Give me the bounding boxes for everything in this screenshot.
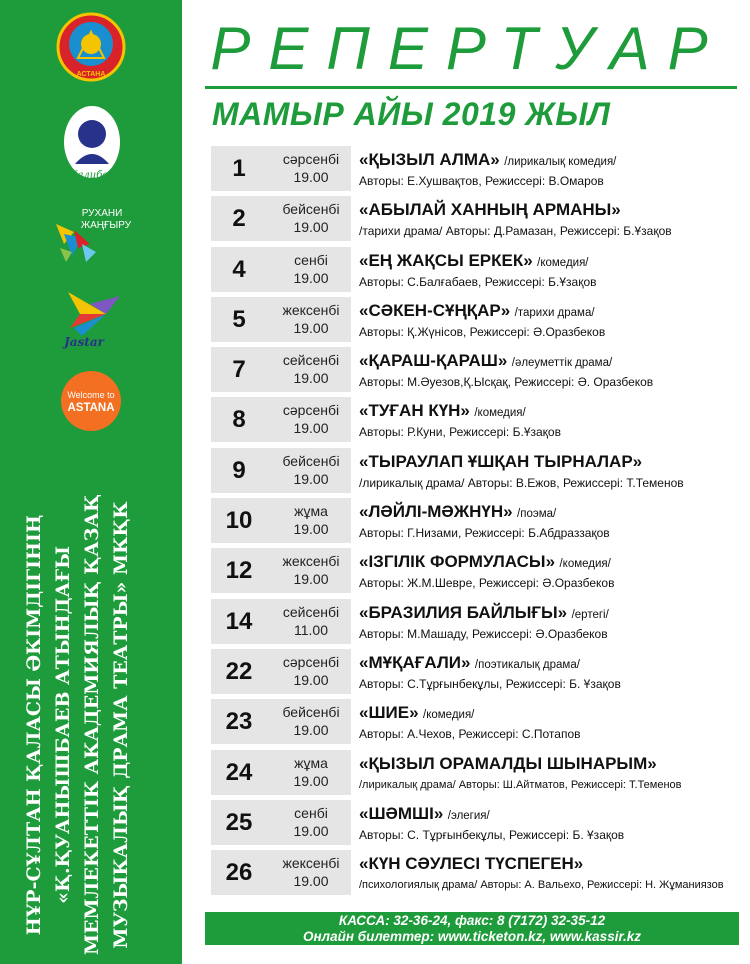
show-genre: /элегия/ bbox=[447, 809, 490, 822]
show-info bbox=[359, 400, 750, 440]
show-date-number: 23 bbox=[225, 708, 253, 736]
svg-text:Jastar: Jastar bbox=[64, 335, 104, 349]
show-row bbox=[211, 649, 741, 699]
show-time: 19.00 bbox=[293, 319, 329, 336]
show-genre: /поэтикалық драма/ bbox=[474, 658, 580, 671]
show-date-number: 9 bbox=[232, 456, 246, 484]
show-title-line bbox=[359, 753, 750, 777]
show-info bbox=[359, 300, 750, 340]
show-info bbox=[359, 551, 750, 591]
show-date-number: 8 bbox=[232, 406, 246, 434]
show-title: «ІЗГІЛІК ФОРМУЛАСЫ» bbox=[359, 552, 556, 572]
show-credits: /психологиялық драма/ Авторы: А. Вальехо, Режиссері: Н. Жұманиязов bbox=[359, 879, 724, 892]
show-weekday: жұма bbox=[294, 754, 328, 771]
show-row bbox=[211, 850, 741, 900]
theatre-portrait-logo bbox=[61, 104, 123, 186]
show-weekday: сенбі bbox=[294, 804, 328, 821]
show-date-number: 22 bbox=[225, 657, 253, 685]
show-title: «ШИЕ» bbox=[359, 703, 419, 723]
show-title: «ЕҢ ЖАҚСЫ ЕРКЕК» bbox=[359, 250, 533, 270]
show-row bbox=[211, 297, 741, 347]
show-credits: Авторы: С. Тұрғынбекұлы, Режиссері: Б. Ұзақов bbox=[359, 827, 625, 842]
month-subtitle: МАМЫР АЙЫ 2019 ЖЫЛ bbox=[212, 96, 611, 132]
show-weekday: жұма bbox=[294, 503, 328, 520]
show-info bbox=[359, 250, 750, 290]
show-date-number: 1 bbox=[232, 155, 246, 182]
show-weekday: жексенбі bbox=[282, 855, 340, 872]
show-title: «АБЫЛАЙ ХАННЫҢ АРМАНЫ» bbox=[359, 200, 621, 220]
show-row bbox=[211, 196, 741, 246]
show-row bbox=[211, 699, 741, 749]
show-title: «ҚЫЗЫЛ ОРАМАЛДЫ ШЫНАРЫМ» bbox=[359, 753, 657, 773]
show-date-number: 2 bbox=[232, 205, 246, 233]
show-time: 19.00 bbox=[293, 772, 329, 789]
page-title: РЕПЕРТУАР bbox=[210, 15, 726, 82]
show-title-line bbox=[359, 199, 750, 223]
show-row bbox=[211, 397, 741, 447]
show-info bbox=[359, 602, 750, 642]
show-time: 19.00 bbox=[293, 420, 329, 437]
show-info bbox=[359, 501, 750, 541]
show-time: 19.00 bbox=[293, 671, 329, 688]
svg-text:ЖАҢҒЫРУ: ЖАҢҒЫРУ bbox=[80, 220, 132, 231]
show-title: «БРАЗИЛИЯ БАЙЛЫҒЫ» bbox=[359, 602, 568, 622]
show-date-number: 5 bbox=[232, 305, 246, 333]
show-credits: /лирикалық драма/ Авторы: В.Ежов, Режиссері: Т.Теменов bbox=[359, 475, 684, 490]
show-credits: Авторы: М.Әуезов,Қ.Ысқақ, Режиссері: Ә. Оразбеков bbox=[359, 375, 654, 390]
show-weekday: сенбі bbox=[294, 251, 328, 268]
show-date-number: 26 bbox=[225, 859, 253, 887]
show-title-line bbox=[359, 451, 750, 475]
show-weekday: жексенбі bbox=[282, 553, 340, 570]
show-credits: /тарихи драма/ Авторы: Д.Рамазан, Режиссері: Б.Ұзақов bbox=[359, 224, 672, 239]
show-time: 19.00 bbox=[293, 370, 329, 387]
show-time: 19.00 bbox=[293, 269, 329, 286]
show-title-line bbox=[359, 702, 750, 726]
title-divider bbox=[205, 86, 737, 89]
show-time: 19.00 bbox=[293, 219, 329, 236]
show-row bbox=[211, 347, 741, 397]
svg-text:РУХАНИ: РУХАНИ bbox=[81, 208, 123, 219]
svg-text:Welcome to: Welcome to bbox=[67, 390, 115, 400]
show-row bbox=[211, 247, 741, 297]
show-title: «ЛӘЙЛІ-МӘЖНҮН» bbox=[359, 502, 513, 522]
show-title-line bbox=[359, 400, 750, 424]
show-row bbox=[211, 146, 741, 196]
show-time: 19.00 bbox=[293, 521, 329, 538]
show-info bbox=[359, 702, 750, 742]
show-weekday: жексенбі bbox=[282, 301, 340, 318]
theatre-name-line: МЕМЛЕКЕТТІК АКАДЕМИЯЛЫҚ ҚАЗАҚ bbox=[81, 494, 103, 955]
show-weekday: сейсенбі bbox=[282, 603, 340, 620]
show-genre: /лирикалық комедия/ bbox=[504, 156, 617, 168]
show-genre: /әлеуметтік драма/ bbox=[511, 357, 613, 370]
show-weekday: сәрсенбі bbox=[282, 151, 340, 167]
show-credits: Авторы: Г.Низами, Режиссері: Б.Абдраззақов bbox=[359, 526, 610, 541]
show-date-number: 4 bbox=[232, 255, 246, 283]
show-genre: /комедия/ bbox=[537, 256, 589, 269]
show-weekday: сейсенбі bbox=[282, 352, 340, 369]
show-genre: /комедия/ bbox=[559, 558, 611, 571]
show-info bbox=[359, 199, 750, 239]
welcome-to-astana-badge bbox=[60, 370, 122, 432]
show-weekday: сәрсенбі bbox=[282, 653, 340, 670]
sidebar bbox=[0, 0, 182, 964]
show-info bbox=[359, 451, 750, 491]
show-row bbox=[211, 800, 741, 850]
show-title-line bbox=[359, 501, 750, 525]
show-time: 19.00 bbox=[293, 571, 329, 588]
show-weekday: бейсенбі bbox=[282, 704, 340, 721]
theatre-name-line: МУЗЫКАЛЫҚ ДРАМА ТЕАТРЫ» МКҚК bbox=[110, 501, 132, 949]
theatre-name-line: «Қ.ҚУАНЫШБАЕВ АТЫНДАҒЫ bbox=[52, 546, 74, 904]
show-title-line bbox=[359, 853, 750, 877]
show-genre: /поэма/ bbox=[517, 508, 557, 521]
show-genre: /тарихи драма/ bbox=[514, 306, 595, 319]
show-weekday: бейсенбі bbox=[282, 201, 340, 218]
show-info bbox=[359, 350, 750, 390]
show-date-number: 7 bbox=[232, 356, 246, 384]
show-credits: Авторы: А.Чехов, Режиссері: С.Потапов bbox=[359, 727, 581, 742]
show-title: «СӘКЕН-СҰҢҚАР» bbox=[359, 300, 511, 320]
show-time: 11.00 bbox=[294, 621, 328, 638]
show-title-line bbox=[359, 551, 750, 575]
theatre-name-vertical bbox=[20, 495, 136, 955]
show-credits: Авторы: Қ.Жүнісов, Режиссері: Ә.Оразбеков bbox=[359, 324, 606, 339]
show-time: 19.00 bbox=[293, 169, 329, 185]
show-info bbox=[359, 803, 750, 843]
show-info bbox=[359, 652, 750, 692]
show-weekday: бейсенбі bbox=[282, 452, 340, 469]
show-title: «ТЫРАУЛАП ҰШҚАН ТЫРНАЛАР» bbox=[359, 451, 643, 471]
show-title-line bbox=[359, 803, 750, 827]
repertoire-table bbox=[211, 146, 741, 900]
astana-emblem-logo bbox=[56, 12, 126, 82]
show-title-line bbox=[359, 652, 750, 676]
show-title-line bbox=[359, 149, 750, 173]
show-info bbox=[359, 753, 750, 793]
show-genre: /комедия/ bbox=[474, 407, 526, 420]
show-title-line bbox=[359, 350, 750, 374]
show-row bbox=[211, 548, 741, 598]
show-date-number: 10 bbox=[225, 507, 253, 535]
jastar-logo bbox=[60, 284, 130, 354]
show-row bbox=[211, 498, 741, 548]
theatre-name-line: НҰР-СҰЛТАН ҚАЛАСЫ ӘКІМДІГІНІҢ bbox=[23, 514, 45, 936]
show-info bbox=[359, 149, 750, 189]
svg-text:АСТАНА: АСТАНА bbox=[76, 71, 106, 78]
show-credits: Авторы: С.Тұрғынбекұлы, Режиссері: Б. Ұзақов bbox=[359, 676, 621, 691]
svg-text:Қалибек: Қалибек bbox=[69, 170, 115, 181]
show-credits: Авторы: Р.Куни, Режиссері: Б.Ұзақов bbox=[359, 425, 561, 440]
show-row bbox=[211, 448, 741, 498]
show-time: 19.00 bbox=[293, 873, 329, 890]
show-title: «ҚАРАШ-ҚАРАШ» bbox=[359, 351, 508, 371]
show-title-line bbox=[359, 300, 750, 324]
show-time: 19.00 bbox=[293, 470, 329, 487]
show-genre: /ертегі/ bbox=[571, 608, 609, 621]
show-credits: /лирикалық драма/ Авторы: Ш.Айтматов, Режиссері: Т.Теменов bbox=[359, 778, 682, 791]
online-tickets-links: Онлайн билеттер: www.ticketon.kz, www.kassir.kz bbox=[303, 929, 641, 944]
show-genre: /комедия/ bbox=[423, 709, 475, 722]
show-date-number: 12 bbox=[225, 557, 253, 585]
show-credits: Авторы: С.Балғабаев, Режиссері: Б.Ұзақов bbox=[359, 274, 597, 289]
show-row bbox=[211, 599, 741, 649]
rukhani-zhangyru-logo bbox=[52, 204, 142, 266]
show-time: 19.00 bbox=[293, 722, 329, 739]
box-office-phone: КАССА: 32-36-24, факс: 8 (7172) 32-35-12 bbox=[338, 913, 606, 928]
show-title-line bbox=[359, 602, 750, 626]
show-info bbox=[359, 853, 750, 893]
show-weekday: сәрсенбі bbox=[282, 402, 340, 419]
show-credits: Авторы: Ж.М.Шевре, Режиссері: Ә.Оразбеков bbox=[359, 576, 615, 591]
show-row bbox=[211, 750, 741, 800]
show-title: «ҚЫЗЫЛ АЛМА» bbox=[359, 150, 500, 169]
show-credits: Авторы: Е.Хушвақтов, Режиссері: В.Омаров bbox=[359, 174, 604, 188]
show-time: 19.00 bbox=[293, 822, 329, 839]
show-date-number: 24 bbox=[225, 758, 253, 786]
show-title-line bbox=[359, 250, 750, 274]
show-date-number: 14 bbox=[225, 607, 253, 635]
show-title: «МҰҚАҒАЛИ» bbox=[359, 652, 471, 672]
show-title: «ШӘМШІ» bbox=[359, 803, 444, 823]
show-title: «ТУҒАН КҮН» bbox=[359, 401, 470, 421]
svg-text:ASTANA: ASTANA bbox=[67, 402, 115, 414]
show-title: «КҮН СӘУЛЕСІ ТҮСПЕГЕН» bbox=[359, 854, 584, 874]
contact-footer bbox=[205, 912, 739, 945]
show-date-number: 25 bbox=[225, 808, 253, 836]
show-credits: Авторы: М.Машаду, Режиссері: Ә.Оразбеков bbox=[359, 626, 608, 641]
